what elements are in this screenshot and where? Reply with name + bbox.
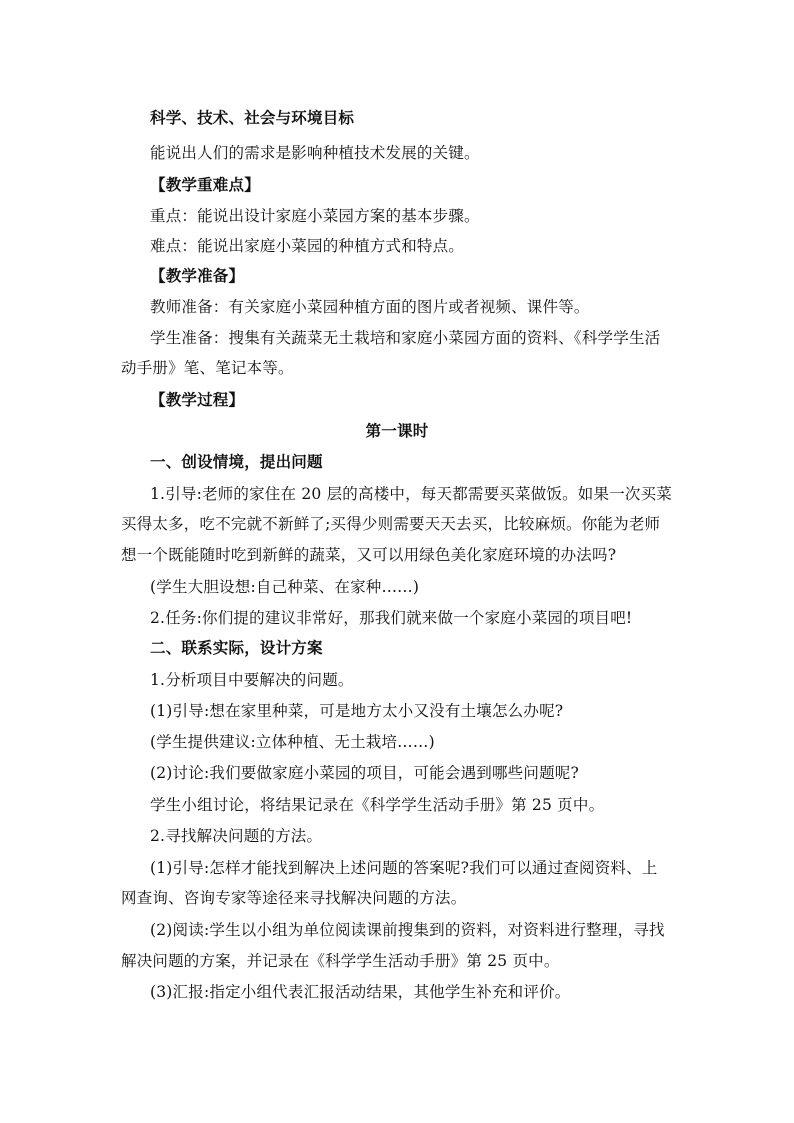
- paragraph-line: (3)汇报:指定小组代表汇报活动结果，其他学生补充和评价。: [150, 983, 571, 1001]
- paragraph-line: (1)引导:想在家里种菜，可是地方太小又没有土壤怎么办呢?: [150, 702, 564, 720]
- paragraph-line: 网查询、咨询专家等途径来寻找解决问题的方法。: [121, 889, 467, 907]
- paragraph-line: 学生小组讨论，将结果记录在《科学学生活动手册》第 25 页中。: [150, 796, 605, 814]
- section-heading-one: 一、创设情境，提出问题: [150, 453, 323, 471]
- paragraph-line: 2.任务:你们提的建议非常好，那我们就来做一个家庭小菜园的项目吧!: [150, 609, 633, 627]
- paragraph-line: 动手册》笔、笔记本等。: [121, 359, 294, 377]
- paragraph-line: (2)讨论:我们要做家庭小菜园的项目，可能会遇到哪些问题呢?: [150, 764, 579, 782]
- paragraph-line: 买得太多，吃不完就不新鲜了;买得少则需要天天去买，比较麻烦。你能为老师: [121, 515, 661, 533]
- section-heading-key-points: 【教学重难点】: [150, 176, 260, 194]
- paragraph-line: 解决问题的方案，并记录在《科学学生活动手册》第 25 页中。: [121, 952, 560, 970]
- paragraph-line: 2.寻找解决问题的方法。: [150, 827, 323, 845]
- paragraph-line: 教师准备：有关家庭小菜园种植方面的图片或者视频、课件等。: [150, 298, 590, 316]
- paragraph-line: (学生提供建议:立体种植、无土栽培……): [150, 733, 435, 751]
- lesson-title: 第一课时: [365, 422, 429, 440]
- paragraph-line: 能说出人们的需求是影响种植技术发展的关键。: [150, 144, 480, 162]
- section-heading-two: 二、联系实际，设计方案: [150, 639, 323, 657]
- paragraph-line: 1.分析项目中要解决的问题。: [150, 671, 354, 689]
- section-heading-preparation: 【教学准备】: [150, 267, 245, 285]
- section-heading-sts-goal: 科学、技术、社会与环境目标: [150, 109, 355, 127]
- paragraph-line: (学生大胆设想:自己种菜、在家种……): [150, 578, 420, 596]
- paragraph-line: (1)引导:怎样才能找到解决上述问题的答案呢?我们可以通过查阅资料、上: [150, 859, 658, 877]
- paragraph-line: (2)阅读:学生以小组为单位阅读课前搜集到的资料，对资料进行整理，寻找: [150, 921, 665, 939]
- section-heading-process: 【教学过程】: [150, 391, 245, 409]
- paragraph-line: 学生准备：搜集有关蔬菜无土栽培和家庭小菜园方面的资料、《科学学生活: [150, 329, 661, 347]
- paragraph-line: 想一个既能随时吃到新鲜的蔬菜，又可以用绿色美化家庭环境的办法吗?: [121, 546, 617, 564]
- paragraph-line: 1.引导:老师的家住在 20 层的高楼中，每天都需要买菜做饭。如果一次买菜: [150, 485, 672, 503]
- paragraph-line: 重点：能说出设计家庭小菜园方案的基本步骤。: [150, 207, 480, 225]
- paragraph-line: 难点：能说出家庭小菜园的种植方式和特点。: [150, 237, 465, 255]
